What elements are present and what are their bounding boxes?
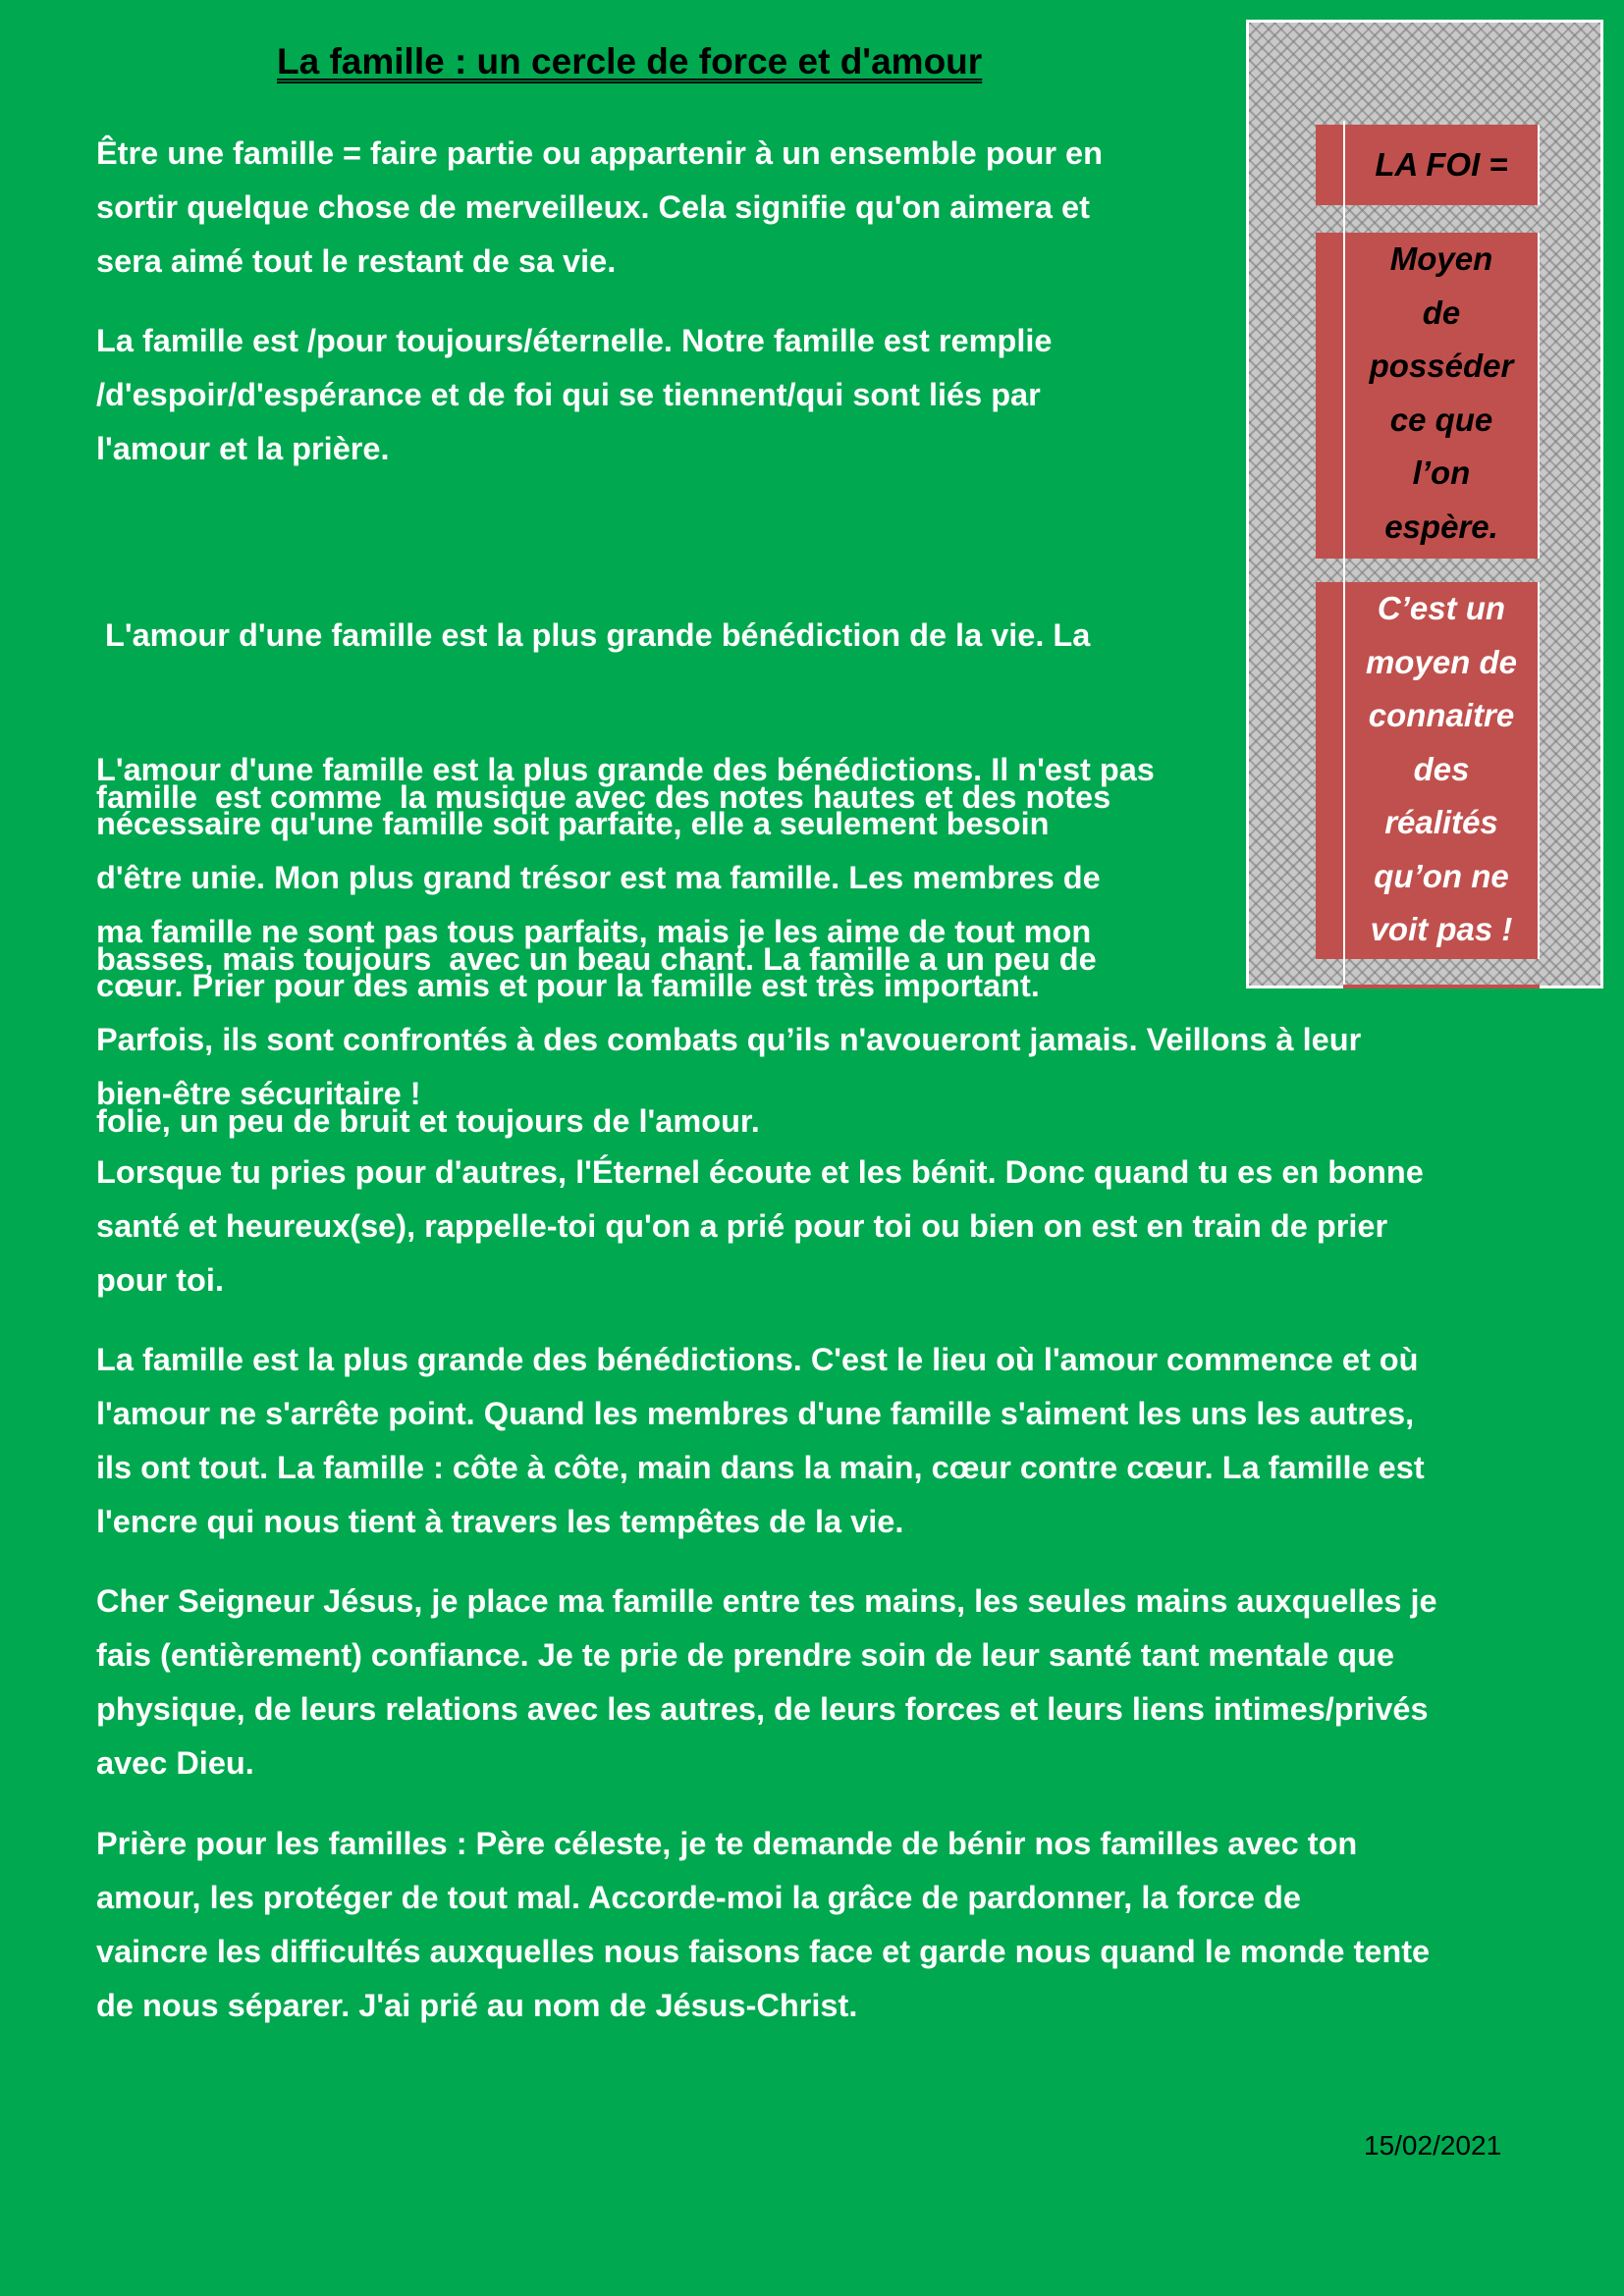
paragraph-8: [96, 1817, 1430, 2033]
definition-line: l’on: [1412, 454, 1471, 491]
sidebar-edge-tab: [1316, 582, 1343, 959]
paragraph-line: La famille est la plus grande des bénédictions. C'est le lieu où l'amour commence et où: [96, 1342, 1419, 1377]
paragraph-line: Cher Seigneur Jésus, je place ma famille entre tes mains, les seules mains auxquelles je: [96, 1583, 1437, 1619]
faith-heading: LA FOI =: [1375, 146, 1508, 183]
paragraph-7: [96, 1575, 1437, 1790]
explanation-line: connaitre: [1368, 697, 1515, 733]
paragraph-line: Lorsque tu pries pour d'autres, l'Éternel écoute et les bénit. Donc quand tu es en bonne: [96, 1154, 1424, 1190]
paragraph-line: amour, les protéger de tout mal. Accorde-moi la grâce de pardonner, la force de: [96, 1880, 1301, 1915]
paragraph-line: famille est comme la musique avec des notes hautes et des notes: [96, 779, 1111, 815]
paragraph-line: L'amour d'une famille est la plus grande des bénédictions. Il n'est pas: [96, 752, 1155, 787]
explanation-line: qu’on ne: [1374, 857, 1509, 894]
paragraph-line: ma famille ne sont pas tous parfaits, mais je les aime de tout mon: [96, 914, 1092, 949]
sidebar-bottom-edge: [1343, 985, 1540, 988]
paragraph-line: sera aimé tout le restant de sa vie.: [96, 243, 617, 279]
faith-sidebar: [1246, 20, 1603, 988]
explanation-line: voit pas !: [1370, 911, 1513, 947]
paragraph-6: [96, 1333, 1425, 1549]
paragraph-line: Parfois, ils sont confrontés à des combats qu’ils n'avoueront jamais. Veillons à leur: [96, 1022, 1362, 1057]
explanation-line: moyen de: [1365, 643, 1518, 680]
paragraph-2: [96, 314, 1052, 476]
paragraph-line: fais (entièrement) confiance. Je te prie de prendre soin de leur santé tant mentale que: [96, 1637, 1395, 1673]
paragraph-5: [96, 1146, 1424, 1308]
paragraph-line: nécessaire qu'une famille soit parfaite, elle a seulement besoin: [96, 806, 1050, 841]
faith-heading-box: [1343, 125, 1540, 205]
paragraph-line: l'amour ne s'arrête point. Quand les membres d'une famille s'aiment les uns les autres,: [96, 1396, 1415, 1431]
paragraph-line: d'être unie. Mon plus grand trésor est ma famille. Les membres de: [96, 860, 1101, 895]
definition-line: ce que: [1389, 400, 1493, 438]
paragraph-line: pour toi.: [96, 1262, 224, 1298]
definition-line: espère.: [1384, 507, 1498, 545]
definition-line: posséder: [1369, 347, 1514, 384]
paragraph-line: Être une famille = faire partie ou appartenir à un ensemble pour en: [96, 135, 1103, 171]
document-date: 15/02/2021: [1364, 2130, 1502, 2161]
paragraph-line: cœur. Prier pour des amis et pour la famille est très important.: [96, 968, 1040, 1003]
paragraph-line: /d'espoir/d'espérance et de foi qui se tiennent/qui sont liés par: [96, 377, 1041, 412]
paragraph-line: l'encre qui nous tient à travers les tempêtes de la vie.: [96, 1504, 904, 1539]
paragraph-line: La famille est /pour toujours/éternelle. Notre famille est remplie: [96, 323, 1053, 358]
sidebar-edge-tab: [1316, 125, 1343, 205]
paragraph-line: physique, de leurs relations avec les autres, de leurs forces et leurs liens intimes/privés: [96, 1691, 1429, 1727]
faith-explanation-box: [1343, 582, 1540, 959]
sidebar-edge-tab: [1316, 233, 1343, 559]
paragraph-line: ils ont tout. La famille : côte à côte, main dans la main, cœur contre cœur. La famille est: [96, 1450, 1425, 1485]
explanation-line: des: [1413, 750, 1470, 787]
paragraph-4: [96, 743, 1361, 1121]
paragraph-line: L'amour d'une famille est la plus grande bénédiction de la vie. La: [96, 617, 1091, 653]
paragraph-line: santé et heureux(se), rappelle-toi qu'on a prié pour toi ou bien on est en train de prier: [96, 1208, 1388, 1244]
sidebar-divider: [1343, 121, 1345, 985]
faith-definition-box: [1343, 233, 1540, 559]
explanation-line: réalités: [1384, 804, 1498, 840]
paragraph-line: sortir quelque chose de merveilleux. Cela signifie qu'on aimera et: [96, 189, 1090, 225]
paragraph-1: [96, 127, 1103, 289]
paragraph-line: avec Dieu.: [96, 1745, 254, 1781]
paragraph-line: bien-être sécuritaire !: [96, 1076, 421, 1111]
paragraph-line: vaincre les difficultés auxquelles nous faisons face et garde nous quand le monde tente: [96, 1934, 1431, 1969]
paragraph-line: Prière pour les familles : Père céleste, je te demande de bénir nos familles avec ton: [96, 1826, 1358, 1861]
page-title: La famille : un cercle de force et d'amour: [277, 41, 983, 81]
paragraph-line: l'amour et la prière.: [96, 431, 390, 466]
definition-line: Moyen: [1389, 240, 1493, 277]
definition-line: de: [1422, 294, 1461, 331]
explanation-line: C’est un: [1377, 590, 1506, 626]
paragraph-line: basses, mais toujours avec un beau chant. La famille a un peu de: [96, 941, 1097, 977]
paragraph-line: folie, un peu de bruit et toujours de l'amour.: [96, 1103, 760, 1139]
paragraph-line: de nous séparer. J'ai prié au nom de Jésus-Christ.: [96, 1988, 858, 2023]
